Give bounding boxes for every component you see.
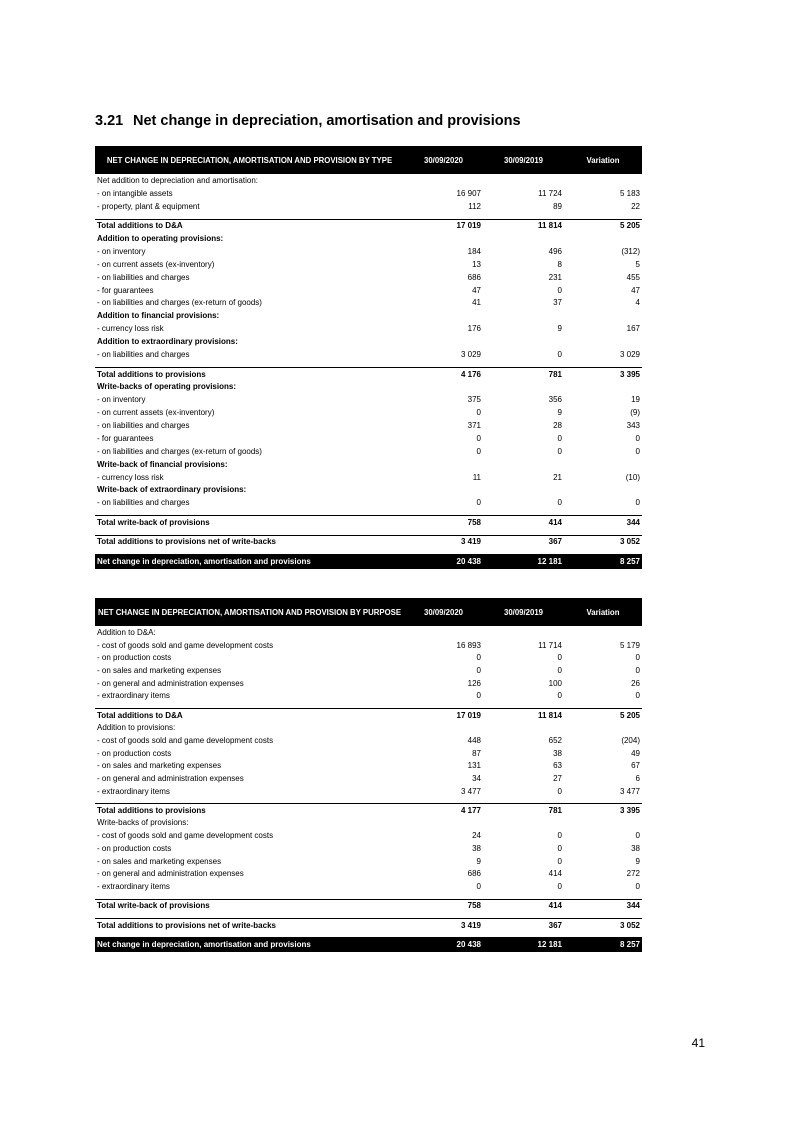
value-variation: 5 179 bbox=[619, 640, 640, 650]
grand-total-row bbox=[95, 937, 642, 952]
table-row bbox=[95, 747, 642, 760]
row-label: - cost of goods sold and game development costs bbox=[97, 735, 274, 745]
value-2019: 0 bbox=[557, 831, 562, 841]
header-label: NET CHANGE IN DEPRECIATION, AMORTISATION AND PROVISION BY PURPOSE bbox=[95, 598, 404, 626]
table-by-purpose bbox=[95, 598, 642, 952]
table-row bbox=[95, 419, 642, 432]
total-row bbox=[95, 367, 642, 380]
value-2019: 21 bbox=[553, 472, 562, 482]
value-2020: 16 893 bbox=[456, 640, 481, 650]
table-row bbox=[95, 734, 642, 747]
total-row bbox=[95, 535, 642, 548]
value-variation: 3 052 bbox=[564, 918, 642, 931]
value-2019: 0 bbox=[557, 498, 562, 508]
value-2019 bbox=[483, 817, 564, 830]
row-label: - cost of goods sold and game development costs bbox=[97, 831, 274, 841]
table-row bbox=[95, 322, 642, 335]
value-variation: 6 bbox=[635, 773, 640, 783]
table-row bbox=[95, 689, 642, 702]
value-2019: 367 bbox=[483, 918, 564, 931]
table-row bbox=[95, 309, 642, 322]
value-variation: 5 205 bbox=[564, 219, 642, 232]
value-2020: 13 bbox=[472, 259, 481, 269]
table-row bbox=[95, 664, 642, 677]
value-2020: 184 bbox=[467, 246, 481, 256]
header-label: NET CHANGE IN DEPRECIATION, AMORTISATION AND PROVISION BY TYPE bbox=[95, 146, 404, 174]
value-variation bbox=[564, 380, 642, 393]
value-2019: 37 bbox=[553, 298, 562, 308]
row-label: Total additions to D&A bbox=[95, 709, 404, 722]
row-label: - on production costs bbox=[97, 653, 172, 663]
section-heading bbox=[95, 113, 521, 129]
value-2020: 686 bbox=[467, 272, 481, 282]
row-label: - cost of goods sold and game development costs bbox=[97, 640, 274, 650]
row-label: - on general and administration expenses bbox=[97, 869, 244, 879]
value-2019: 652 bbox=[548, 735, 562, 745]
total-row bbox=[95, 899, 642, 912]
value-variation: (9) bbox=[630, 408, 640, 418]
table-row bbox=[95, 626, 642, 639]
row-label: - on current assets (ex-inventory) bbox=[97, 259, 215, 269]
value-variation bbox=[564, 721, 642, 734]
table-row bbox=[95, 639, 642, 652]
table-row bbox=[95, 458, 642, 471]
table-header-row bbox=[95, 598, 642, 626]
total-row bbox=[95, 709, 642, 722]
table-row bbox=[95, 483, 642, 496]
row-label: - on production costs bbox=[97, 843, 172, 853]
table-body bbox=[95, 626, 642, 952]
value-2020 bbox=[404, 232, 483, 245]
table-row bbox=[95, 232, 642, 245]
value-2020: 4 177 bbox=[404, 804, 483, 817]
value-2020: 0 bbox=[476, 691, 481, 701]
value-variation: 344 bbox=[564, 899, 642, 912]
value-2019 bbox=[483, 626, 564, 639]
value-2020: 9 bbox=[476, 856, 481, 866]
value-2019: 231 bbox=[548, 272, 562, 282]
value-2019: 0 bbox=[557, 665, 562, 675]
table-row bbox=[95, 445, 642, 458]
table-row bbox=[95, 855, 642, 868]
value-variation: 0 bbox=[635, 653, 640, 663]
row-label: - on general and administration expenses bbox=[97, 678, 244, 688]
value-2020: 0 bbox=[476, 433, 481, 443]
value-2019: 0 bbox=[557, 446, 562, 456]
grand-total-row bbox=[95, 554, 642, 569]
row-label: - currency loss risk bbox=[97, 324, 164, 334]
value-2020 bbox=[404, 817, 483, 830]
row-label: - on liabilities and charges bbox=[97, 420, 190, 430]
value-variation: 272 bbox=[626, 869, 640, 879]
value-variation: 3 029 bbox=[619, 350, 640, 360]
value-2019: 11 814 bbox=[483, 709, 564, 722]
table-row bbox=[95, 348, 642, 361]
value-2020: 176 bbox=[467, 324, 481, 334]
value-2020: 41 bbox=[472, 298, 481, 308]
value-variation: 343 bbox=[626, 420, 640, 430]
value-variation: 0 bbox=[635, 665, 640, 675]
value-2020: 34 bbox=[472, 773, 481, 783]
value-2019: 0 bbox=[557, 285, 562, 295]
value-variation: 3 395 bbox=[564, 367, 642, 380]
header-col-2020: 30/09/2020 bbox=[404, 146, 483, 174]
value-variation: 344 bbox=[564, 516, 642, 529]
value-2020 bbox=[404, 335, 483, 348]
value-variation bbox=[564, 483, 642, 496]
row-label: Total additions to provisions bbox=[95, 367, 404, 380]
value-variation: 3 395 bbox=[564, 804, 642, 817]
table-row bbox=[95, 772, 642, 785]
value-variation: 0 bbox=[635, 498, 640, 508]
row-label: - on liabilities and charges bbox=[97, 498, 190, 508]
value-2020: 3 477 bbox=[460, 786, 481, 796]
value-variation bbox=[564, 335, 642, 348]
value-2019: 9 bbox=[557, 408, 562, 418]
value-2019: 414 bbox=[548, 869, 562, 879]
row-label: Addition to provisions: bbox=[97, 723, 176, 733]
value-variation bbox=[564, 626, 642, 639]
total-row bbox=[95, 804, 642, 817]
table-row bbox=[95, 432, 642, 445]
value-variation bbox=[564, 174, 642, 187]
value-2020: 87 bbox=[472, 748, 481, 758]
header-col-variation: Variation bbox=[564, 146, 642, 174]
value-2020 bbox=[404, 721, 483, 734]
table-row bbox=[95, 245, 642, 258]
value-2020: 16 907 bbox=[456, 188, 481, 198]
row-label: - property, plant & equipment bbox=[97, 201, 200, 211]
table-row bbox=[95, 174, 642, 187]
row-label: Total additions to provisions net of write-backs bbox=[95, 535, 404, 548]
row-label: - on intangible assets bbox=[97, 188, 173, 198]
value-variation: 49 bbox=[631, 748, 640, 758]
row-label: - extraordinary items bbox=[97, 881, 170, 891]
row-label: Write-back of extraordinary provisions: bbox=[97, 485, 247, 495]
value-2020: 758 bbox=[404, 516, 483, 529]
value-2019: 0 bbox=[557, 786, 562, 796]
value-2020: 0 bbox=[476, 408, 481, 418]
value-variation: 9 bbox=[635, 856, 640, 866]
value-2020: 17 019 bbox=[404, 219, 483, 232]
section-title: Net change in depreciation, amortisation and provisions bbox=[133, 113, 521, 129]
value-2019 bbox=[483, 483, 564, 496]
value-variation: 4 bbox=[635, 298, 640, 308]
value-2020: 126 bbox=[467, 678, 481, 688]
value-2020: 3 419 bbox=[404, 918, 483, 931]
value-variation: 5 183 bbox=[619, 188, 640, 198]
row-label: - on production costs bbox=[97, 748, 172, 758]
value-variation: (10) bbox=[625, 472, 640, 482]
table-row bbox=[95, 380, 642, 393]
value-2019: 11 724 bbox=[538, 188, 562, 198]
value-variation: 455 bbox=[626, 272, 640, 282]
table-row bbox=[95, 880, 642, 893]
row-label: - on liabilities and charges bbox=[97, 350, 190, 360]
value-2019 bbox=[483, 174, 564, 187]
value-2020 bbox=[404, 309, 483, 322]
value-2019 bbox=[483, 335, 564, 348]
value-2020: 375 bbox=[467, 395, 481, 405]
value-2020: 371 bbox=[467, 420, 481, 430]
value-variation: 22 bbox=[631, 201, 640, 211]
value-2020: 24 bbox=[472, 831, 481, 841]
value-2019: 0 bbox=[557, 856, 562, 866]
value-2020: 3 029 bbox=[460, 350, 481, 360]
table-row bbox=[95, 258, 642, 271]
value-2019: 12 181 bbox=[483, 554, 564, 569]
table-row bbox=[95, 867, 642, 880]
total-row bbox=[95, 219, 642, 232]
row-label: Total write-back of provisions bbox=[95, 899, 404, 912]
value-2020: 4 176 bbox=[404, 367, 483, 380]
value-2020 bbox=[404, 174, 483, 187]
value-variation bbox=[564, 458, 642, 471]
row-label: Addition to financial provisions: bbox=[97, 311, 220, 321]
value-2019: 356 bbox=[548, 395, 562, 405]
value-2020: 17 019 bbox=[404, 709, 483, 722]
value-2019 bbox=[483, 232, 564, 245]
value-variation: 0 bbox=[635, 446, 640, 456]
row-label: - for guarantees bbox=[97, 433, 154, 443]
value-2020: 0 bbox=[476, 653, 481, 663]
table-row bbox=[95, 297, 642, 310]
value-variation: 3 052 bbox=[564, 535, 642, 548]
table-row bbox=[95, 842, 642, 855]
value-2020 bbox=[404, 626, 483, 639]
value-2019: 0 bbox=[557, 433, 562, 443]
row-label: - on sales and marketing expenses bbox=[97, 761, 222, 771]
total-row bbox=[95, 516, 642, 529]
value-variation bbox=[564, 817, 642, 830]
value-variation: 5 bbox=[635, 259, 640, 269]
value-variation: 47 bbox=[631, 285, 640, 295]
value-2019: 9 bbox=[557, 324, 562, 334]
value-2020: 448 bbox=[467, 735, 481, 745]
row-label: - on inventory bbox=[97, 395, 146, 405]
value-2020 bbox=[404, 380, 483, 393]
table-row bbox=[95, 284, 642, 297]
total-row bbox=[95, 918, 642, 931]
value-2019: 28 bbox=[553, 420, 562, 430]
value-variation: 38 bbox=[631, 843, 640, 853]
row-label: - on general and administration expenses bbox=[97, 773, 244, 783]
table-header-row bbox=[95, 146, 642, 174]
table-row bbox=[95, 187, 642, 200]
value-2019: 0 bbox=[557, 691, 562, 701]
row-label: - on sales and marketing expenses bbox=[97, 856, 222, 866]
value-2020: 20 438 bbox=[404, 554, 483, 569]
value-2020: 47 bbox=[472, 285, 481, 295]
row-label: Total additions to provisions net of write-backs bbox=[95, 918, 404, 931]
row-label: - extraordinary items bbox=[97, 691, 170, 701]
value-2019: 0 bbox=[557, 843, 562, 853]
row-label: - on liabilities and charges (ex-return of goods) bbox=[97, 446, 262, 456]
value-2019: 27 bbox=[553, 773, 562, 783]
row-label: - on liabilities and charges (ex-return of goods) bbox=[97, 298, 262, 308]
value-2020: 758 bbox=[404, 899, 483, 912]
value-2019: 11 814 bbox=[483, 219, 564, 232]
header-col-variation: Variation bbox=[564, 598, 642, 626]
table-row bbox=[95, 271, 642, 284]
row-label: - on inventory bbox=[97, 246, 146, 256]
value-2019: 0 bbox=[557, 350, 562, 360]
table-by-type bbox=[95, 146, 642, 569]
value-2020: 112 bbox=[468, 201, 481, 211]
value-2020: 686 bbox=[467, 869, 481, 879]
table-row bbox=[95, 817, 642, 830]
value-2020: 0 bbox=[476, 498, 481, 508]
value-variation bbox=[564, 232, 642, 245]
value-2019: 496 bbox=[548, 246, 562, 256]
table-body bbox=[95, 174, 642, 569]
table-row bbox=[95, 471, 642, 484]
value-2019: 63 bbox=[553, 761, 562, 771]
row-label: Total write-back of provisions bbox=[95, 516, 404, 529]
page-number: 41 bbox=[691, 1036, 705, 1050]
value-2019: 414 bbox=[483, 516, 564, 529]
value-2019 bbox=[483, 380, 564, 393]
row-label: Addition to extraordinary provisions: bbox=[97, 337, 238, 347]
value-2020 bbox=[404, 458, 483, 471]
value-2019 bbox=[483, 309, 564, 322]
header-col-2019: 30/09/2019 bbox=[483, 146, 564, 174]
value-variation: 0 bbox=[635, 831, 640, 841]
table-row bbox=[95, 721, 642, 734]
value-2020: 20 438 bbox=[404, 937, 483, 952]
value-2020: 0 bbox=[476, 665, 481, 675]
row-label: Net change in depreciation, amortisation and provisions bbox=[95, 937, 404, 952]
row-label: Net addition to depreciation and amortisation: bbox=[97, 175, 258, 185]
value-2020: 131 bbox=[467, 761, 481, 771]
header-col-2019: 30/09/2019 bbox=[483, 598, 564, 626]
table-row bbox=[95, 496, 642, 509]
value-variation bbox=[564, 309, 642, 322]
value-2020: 11 bbox=[472, 472, 481, 482]
value-2019 bbox=[483, 458, 564, 471]
value-2019: 89 bbox=[553, 201, 562, 211]
value-2019: 781 bbox=[483, 367, 564, 380]
value-variation: 0 bbox=[635, 433, 640, 443]
value-2019: 8 bbox=[557, 259, 562, 269]
value-variation: 3 477 bbox=[619, 786, 640, 796]
row-label: Total additions to D&A bbox=[95, 219, 404, 232]
row-label: - extraordinary items bbox=[97, 786, 170, 796]
row-label: Write-backs of operating provisions: bbox=[97, 382, 236, 392]
row-label: - on sales and marketing expenses bbox=[97, 665, 222, 675]
row-label: Addition to operating provisions: bbox=[97, 234, 224, 243]
value-variation: 67 bbox=[631, 761, 640, 771]
table-row bbox=[95, 406, 642, 419]
value-variation: (312) bbox=[621, 246, 640, 256]
value-variation: 5 205 bbox=[564, 709, 642, 722]
row-label: Write-backs of provisions: bbox=[97, 818, 189, 828]
value-variation: 8 257 bbox=[564, 937, 642, 952]
value-2019 bbox=[483, 721, 564, 734]
row-label: - on liabilities and charges bbox=[97, 272, 190, 282]
table-row bbox=[95, 677, 642, 690]
row-label: Addition to D&A: bbox=[97, 627, 156, 637]
value-2020: 0 bbox=[476, 446, 481, 456]
header-col-2020: 30/09/2020 bbox=[404, 598, 483, 626]
row-label: - for guarantees bbox=[97, 285, 154, 295]
value-2019: 100 bbox=[548, 678, 562, 688]
value-2019: 11 714 bbox=[538, 640, 562, 650]
value-2020 bbox=[404, 483, 483, 496]
table-row bbox=[95, 335, 642, 348]
value-variation: 19 bbox=[631, 395, 640, 405]
value-2019: 38 bbox=[553, 748, 562, 758]
value-2020: 0 bbox=[476, 881, 481, 891]
value-2019: 414 bbox=[483, 899, 564, 912]
value-2020: 38 bbox=[472, 843, 481, 853]
value-variation: 26 bbox=[631, 678, 640, 688]
value-2019: 0 bbox=[557, 653, 562, 663]
row-label: - currency loss risk bbox=[97, 472, 164, 482]
table-row bbox=[95, 200, 642, 213]
value-variation: 8 257 bbox=[564, 554, 642, 569]
value-2019: 12 181 bbox=[483, 937, 564, 952]
row-label: - on current assets (ex-inventory) bbox=[97, 408, 215, 418]
value-2020: 3 419 bbox=[404, 535, 483, 548]
value-2019: 781 bbox=[483, 804, 564, 817]
value-2019: 0 bbox=[557, 881, 562, 891]
row-label: Write-back of financial provisions: bbox=[97, 459, 228, 469]
table-row bbox=[95, 393, 642, 406]
value-variation: 167 bbox=[626, 324, 640, 334]
table-row bbox=[95, 829, 642, 842]
table-row bbox=[95, 785, 642, 798]
row-label: Total additions to provisions bbox=[95, 804, 404, 817]
table-row bbox=[95, 651, 642, 664]
table-row bbox=[95, 759, 642, 772]
value-variation: 0 bbox=[635, 881, 640, 891]
row-label: Net change in depreciation, amortisation and provisions bbox=[95, 554, 404, 569]
section-number: 3.21 bbox=[95, 113, 124, 129]
value-variation: (204) bbox=[621, 735, 640, 745]
value-2019: 367 bbox=[483, 535, 564, 548]
value-variation: 0 bbox=[635, 691, 640, 701]
